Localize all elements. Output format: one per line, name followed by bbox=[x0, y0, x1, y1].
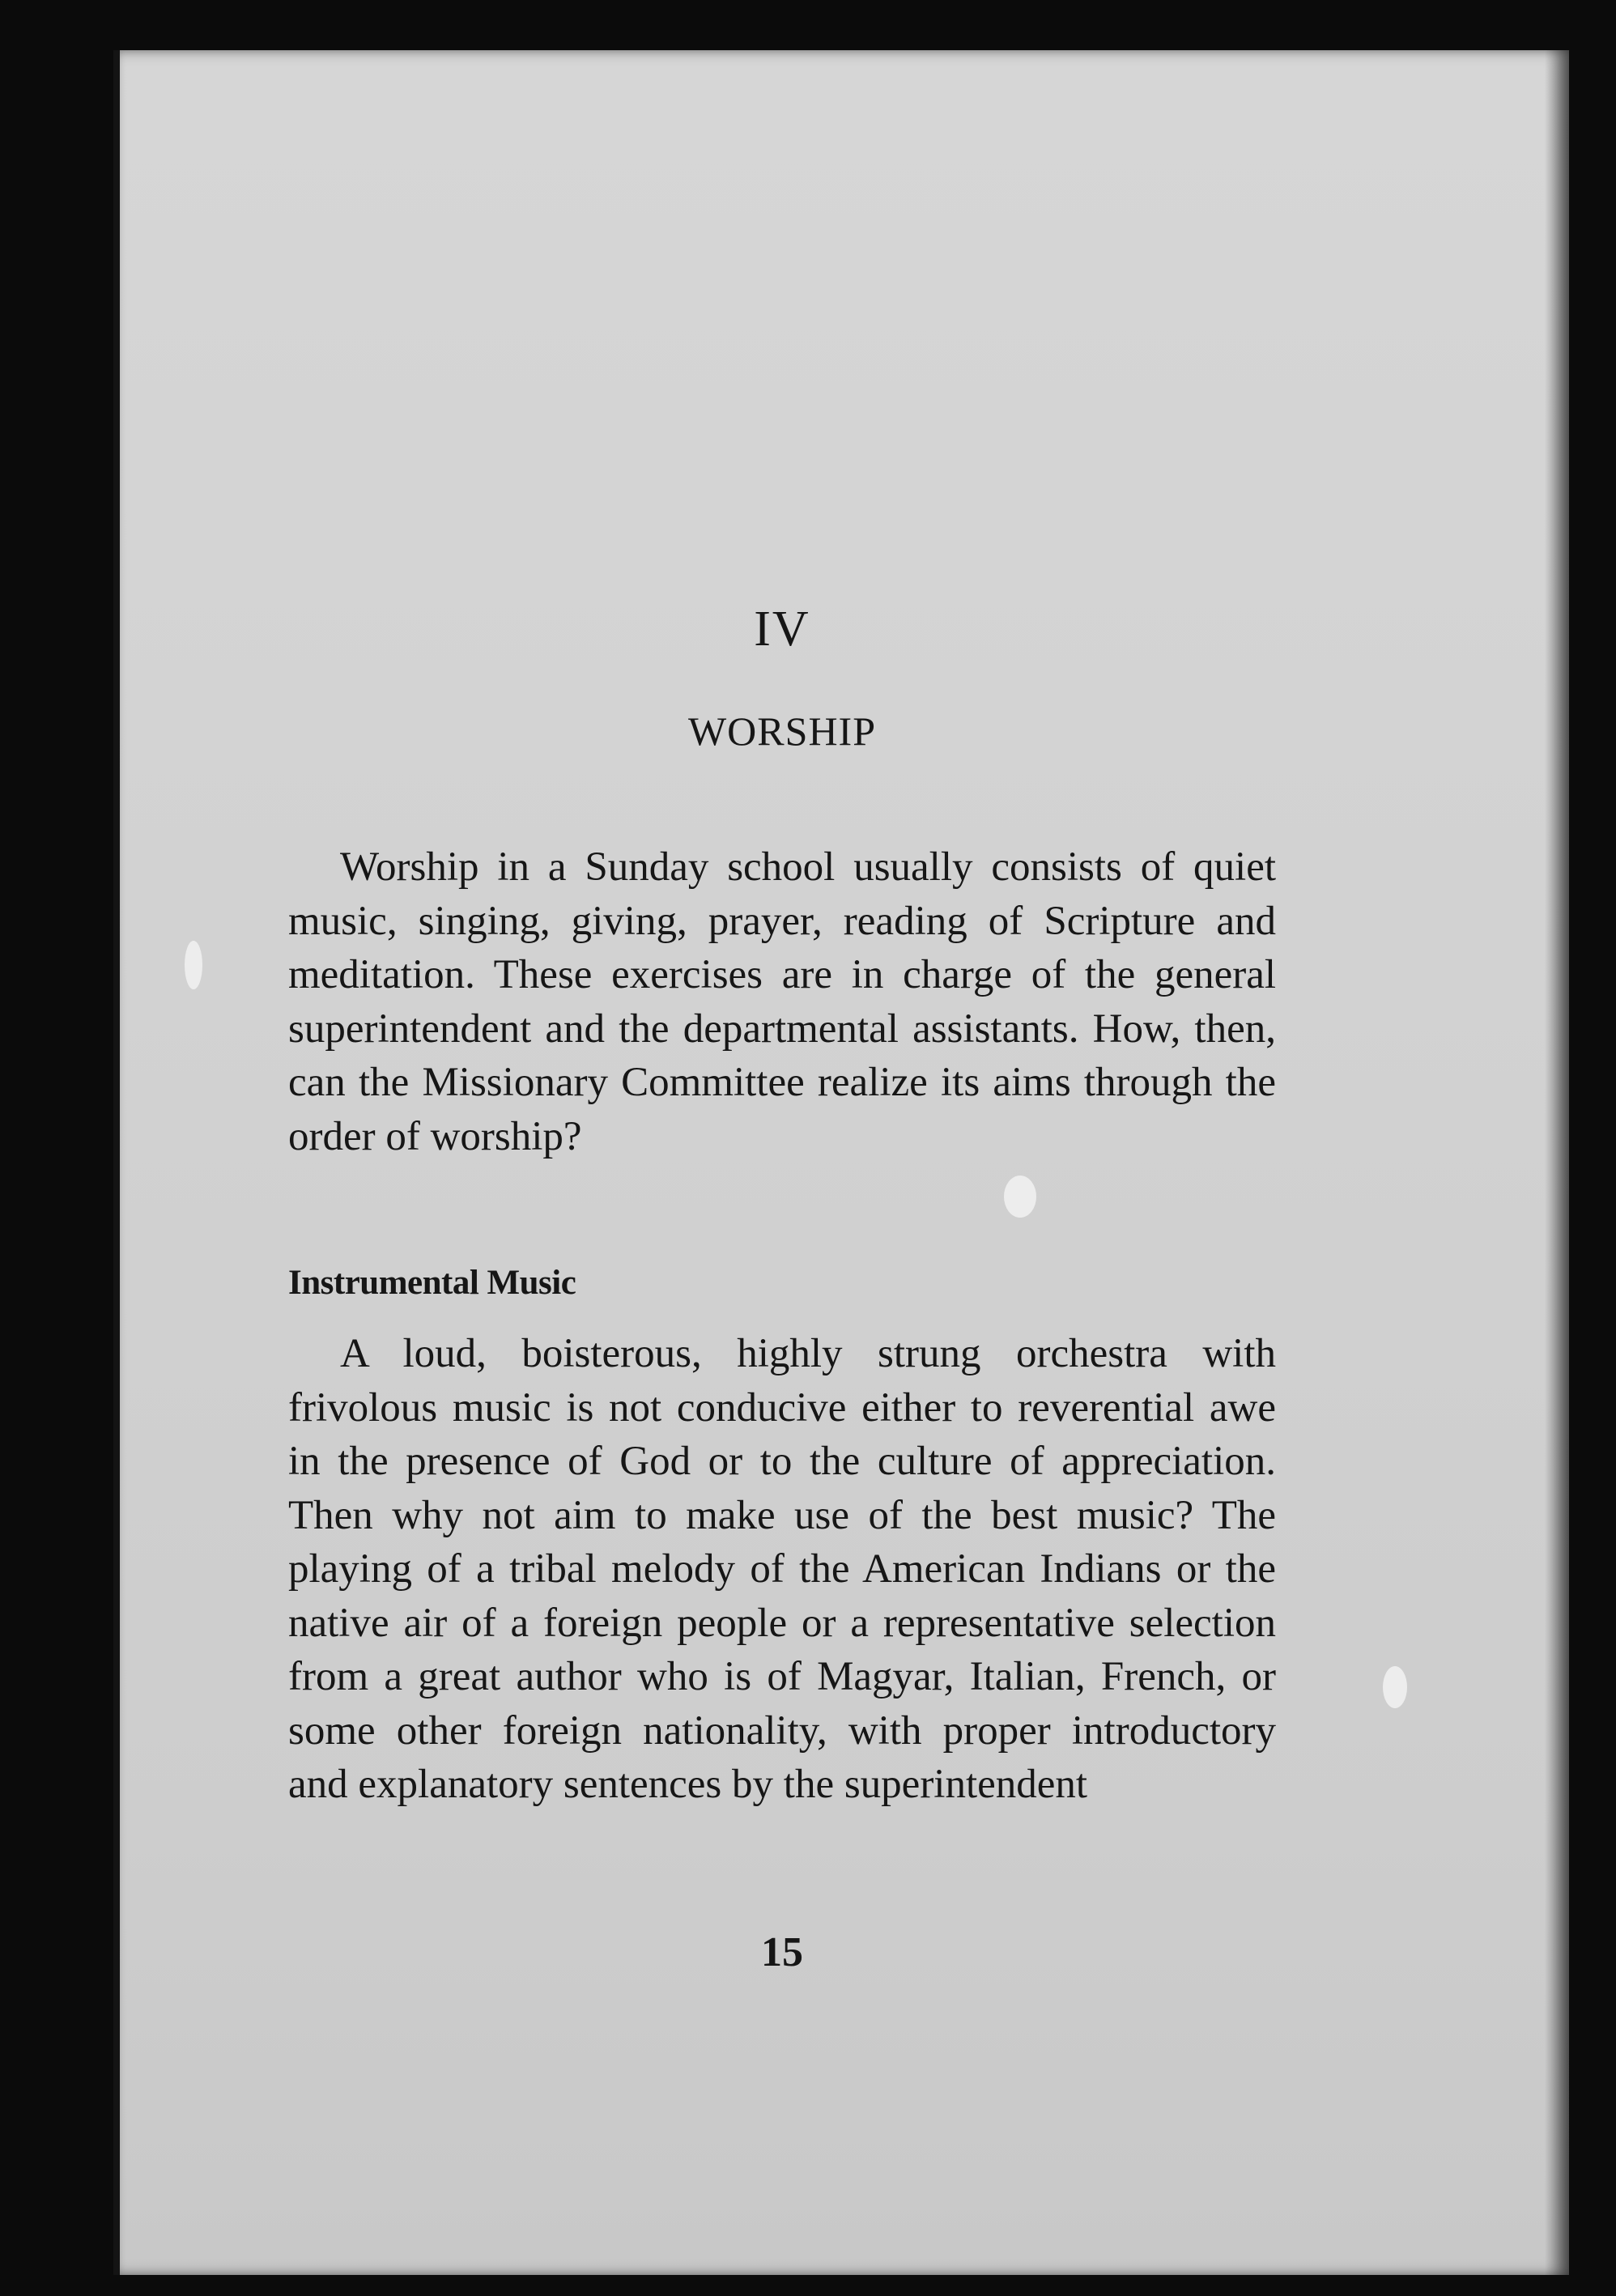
chapter-number: IV bbox=[754, 602, 810, 657]
page-edge-shadow bbox=[1545, 50, 1569, 2275]
chapter-title: WORSHIP bbox=[687, 708, 877, 754]
paper-speck bbox=[1383, 1666, 1407, 1708]
section-heading-instrumental-music: Instrumental Music bbox=[288, 1264, 576, 1302]
page-spine-edge bbox=[113, 50, 120, 2275]
paper-speck bbox=[1004, 1176, 1036, 1218]
section-paragraph-instrumental-music: A loud, boisterous, highly strung orchestra with frivolous music is not conducive either to reverential awe in the presence of God or to the culture of appreciation. Then why not aim to make use of the best music? The playing of a tribal melody of the American Indians or the native air of a foreign people or a representative selection from a great author who is of Magyar, Italian, French, or some other foreign nationality, with proper introductory and explanatory sentences by the superintendent bbox=[288, 1331, 1276, 1807]
page-number: 15 bbox=[761, 1929, 803, 1975]
intro-paragraph: Worship in a Sunday school usually consists of quiet music, singing, giving, prayer, reading of Scripture and meditation. These exercises are in charge of the general superintendent and the departmental assistants. How, then, can the Missionary Committee realize its aims through the order of worship? bbox=[288, 844, 1276, 1159]
book-page bbox=[113, 50, 1569, 2275]
paper-speck bbox=[185, 941, 202, 989]
